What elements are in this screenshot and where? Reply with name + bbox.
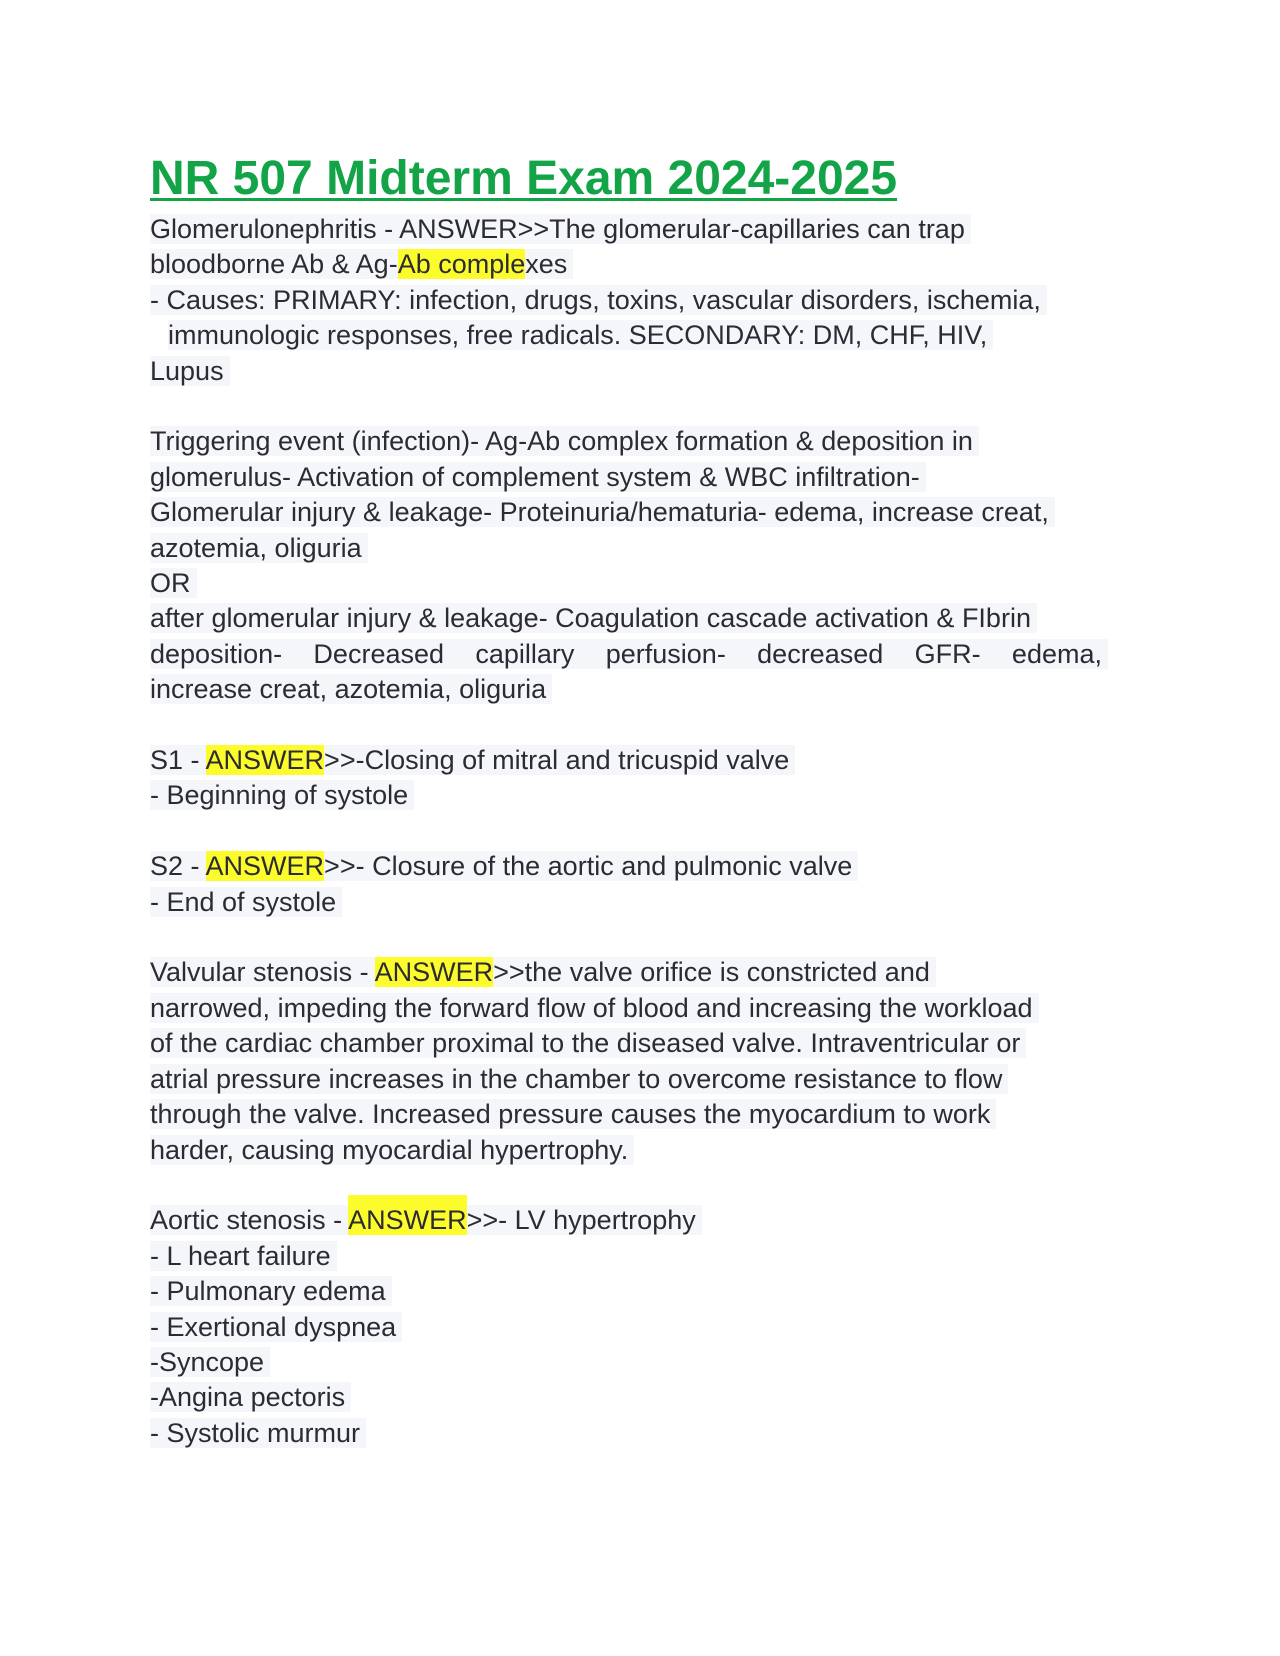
highlighted-text: Ab comple bbox=[397, 249, 526, 280]
list-item: - Exertional dyspnea bbox=[150, 1310, 1130, 1345]
valvular-line-3: of the cardiac chamber proximal to the diseased valve. Intraventricular or bbox=[150, 1026, 1130, 1061]
valvular-line-6: harder, causing myocardial hypertrophy. bbox=[150, 1133, 1130, 1168]
answer-label: ANSWER bbox=[205, 851, 325, 882]
s2-line-2: - End of systole bbox=[150, 885, 1130, 920]
pathway-line-1: Triggering event (infection)- Ag-Ab complex formation & deposition in bbox=[150, 424, 1130, 459]
pathway-line-8: increase creat, azotemia, oliguria bbox=[150, 672, 1130, 707]
glomerulonephritis-line-2 bbox=[150, 247, 1130, 282]
s1-line-1 bbox=[150, 743, 1130, 778]
pathway-line-4: azotemia, oliguria bbox=[150, 531, 1130, 566]
answer-label: ANSWER bbox=[348, 1195, 467, 1235]
pathway-line-7: deposition- Decreased capillary perfusion- decreased GFR- edema, bbox=[150, 637, 1108, 672]
s1-line-2: - Beginning of systole bbox=[150, 778, 1130, 813]
term-s1: S1 - bbox=[150, 745, 206, 776]
term-valvular-stenosis: Valvular stenosis - bbox=[150, 957, 375, 988]
valvular-line-4: atrial pressure increases in the chamber to overcome resistance to flow bbox=[150, 1062, 1130, 1097]
spacer bbox=[150, 389, 1130, 424]
pathway-line-2: glomerulus- Activation of complement system & WBC infiltration- bbox=[150, 460, 1130, 495]
glomerulonephritis-line-1 bbox=[150, 212, 1130, 247]
glomerulonephritis-line-4: immunologic responses, free radicals. SECONDARY: DM, CHF, HIV, bbox=[150, 318, 1130, 353]
list-item: -Angina pectoris bbox=[150, 1380, 1130, 1415]
answer-text: >>- Closure of the aortic and pulmonic valve bbox=[324, 851, 853, 882]
aortic-line-1 bbox=[150, 1203, 1130, 1238]
pathway-line-3: Glomerular injury & leakage- Proteinuria/hematuria- edema, increase creat, bbox=[150, 495, 1130, 530]
pathway-line-5: OR bbox=[150, 566, 1130, 601]
valvular-line-2: narrowed, impeding the forward flow of blood and increasing the workload bbox=[150, 991, 1130, 1026]
glomerulonephritis-line-5: Lupus bbox=[150, 354, 1130, 389]
answer-text: bloodborne Ab & Ag- bbox=[150, 249, 398, 280]
spacer bbox=[150, 814, 1130, 849]
page-title: NR 507 Midterm Exam 2024-2025 bbox=[150, 152, 898, 205]
list-item: -Syncope bbox=[150, 1345, 1130, 1380]
pathway-line-6: after glomerular injury & leakage- Coagulation cascade activation & FIbrin bbox=[150, 601, 1130, 636]
answer-text: >>-Closing of mitral and tricuspid valve bbox=[324, 745, 790, 776]
spacer bbox=[150, 708, 1130, 743]
answer-text: >>The glomerular-capillaries can trap bbox=[517, 214, 965, 244]
list-item: - Pulmonary edema bbox=[150, 1274, 1130, 1309]
answer-text: xes bbox=[525, 249, 568, 280]
spacer bbox=[150, 920, 1130, 955]
term-s2: S2 - bbox=[150, 851, 206, 882]
term-aortic-stenosis: Aortic stenosis - bbox=[150, 1205, 349, 1236]
answer-label: ANSWER bbox=[399, 214, 518, 244]
answer-label: ANSWER bbox=[205, 745, 325, 776]
list-item: - Systolic murmur bbox=[150, 1416, 1130, 1451]
answer-label: ANSWER bbox=[374, 957, 494, 988]
list-item: - L heart failure bbox=[150, 1239, 1130, 1274]
valvular-line-1 bbox=[150, 955, 1130, 990]
valvular-line-5: through the valve. Increased pressure causes the myocardium to work bbox=[150, 1097, 1130, 1132]
answer-text: >>the valve orifice is constricted and bbox=[493, 957, 930, 988]
document-page bbox=[150, 150, 1130, 1451]
answer-text: >>- LV hypertrophy bbox=[466, 1205, 696, 1236]
s2-line-1 bbox=[150, 849, 1130, 884]
glomerulonephritis-line-3: - Causes: PRIMARY: infection, drugs, toxins, vascular disorders, ischemia, bbox=[150, 283, 1130, 318]
spacer bbox=[150, 1168, 1130, 1203]
term-glomerulonephritis: Glomerulonephritis - bbox=[150, 214, 400, 244]
